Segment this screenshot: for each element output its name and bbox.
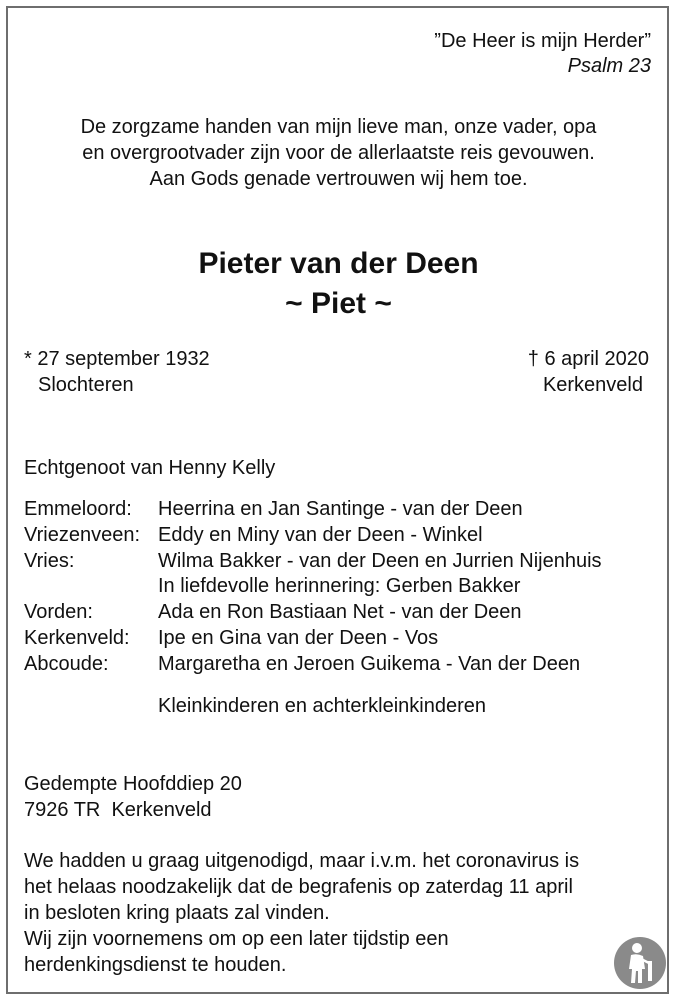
- notice-line: We hadden u graag uitgenodigd, maar i.v.m. het coronavirus is: [24, 850, 580, 872]
- motto-reference: Psalm 23: [567, 55, 651, 77]
- birth-place: Slochteren: [38, 374, 134, 396]
- family-row: [24, 626, 602, 652]
- motto-quote: ”De Heer is mijn Herder”: [434, 30, 651, 52]
- family-names: Ada en Ron Bastiaan Net - van der Deen: [158, 601, 522, 624]
- spouse-line: Echtgenoot van Henny Kelly: [24, 457, 276, 479]
- notice-line: in besloten kring plaats zal vinden.: [24, 902, 330, 924]
- memorial-figure-icon: [612, 935, 668, 991]
- intro-line: Aan Gods genade vertrouwen wij hem toe.: [149, 168, 528, 190]
- family-row: [24, 523, 602, 549]
- death-place: Kerkenveld: [542, 374, 643, 396]
- deceased-nickname: ~ Piet ~: [285, 287, 392, 320]
- address-block: [24, 771, 242, 823]
- intro-line: en overgrootvader zijn voor de allerlaatste reis gevouwen.: [82, 142, 595, 164]
- death-date: † 6 april 2020: [527, 348, 649, 370]
- family-place: Vriezenveen:: [24, 523, 140, 546]
- deceased-name-block: [0, 244, 677, 324]
- family-place: [24, 574, 158, 600]
- family-row: [24, 574, 602, 600]
- motto: [434, 29, 651, 79]
- family-row: [24, 600, 602, 626]
- address-city: 7926 TR Kerkenveld: [24, 799, 212, 821]
- family-row: [24, 549, 602, 575]
- family-names: Heerrina en Jan Santinge - van der Deen: [158, 498, 523, 520]
- notice-line: het helaas noodzakelijk dat de begrafenis op zaterdag 11 april: [24, 876, 573, 898]
- family-row: [24, 652, 602, 678]
- family-place: Abcoude:: [24, 652, 109, 675]
- notice-line: herdenkingsdienst te houden.: [24, 954, 287, 976]
- family-names: Wilma Bakker - van der Deen en Jurrien Nijenhuis: [158, 549, 602, 572]
- deceased-name: Pieter van der Deen: [198, 247, 479, 280]
- family-names: Ipe en Gina van der Deen - Vos: [158, 626, 439, 649]
- notice-line: Wij zijn voornemens om op een later tijdstip een: [24, 928, 449, 950]
- family-names: Margaretha en Jeroen Guikema - Van der Deen: [158, 652, 581, 675]
- death-info: [528, 346, 649, 398]
- family-place: Vorden:: [24, 601, 93, 624]
- family-names: In liefdevolle herinnering: Gerben Bakker: [158, 575, 521, 598]
- intro-text: [0, 114, 677, 192]
- family-place: Emmeloord:: [24, 498, 132, 520]
- intro-line: De zorgzame handen van mijn lieve man, onze vader, opa: [80, 116, 597, 138]
- family-place: Kerkenveld:: [24, 626, 130, 649]
- grandchildren-line: Kleinkinderen en achterkleinkinderen: [158, 695, 486, 717]
- family-place: Vries:: [24, 549, 75, 572]
- funeral-notice: [24, 848, 579, 978]
- address-street: Gedempte Hoofddiep 20: [24, 773, 242, 795]
- birth-date: * 27 september 1932: [24, 348, 210, 370]
- birth-info: [24, 346, 210, 398]
- family-list: [24, 497, 602, 678]
- family-names: Eddy en Miny van der Deen - Winkel: [158, 523, 483, 546]
- family-row: [24, 497, 602, 523]
